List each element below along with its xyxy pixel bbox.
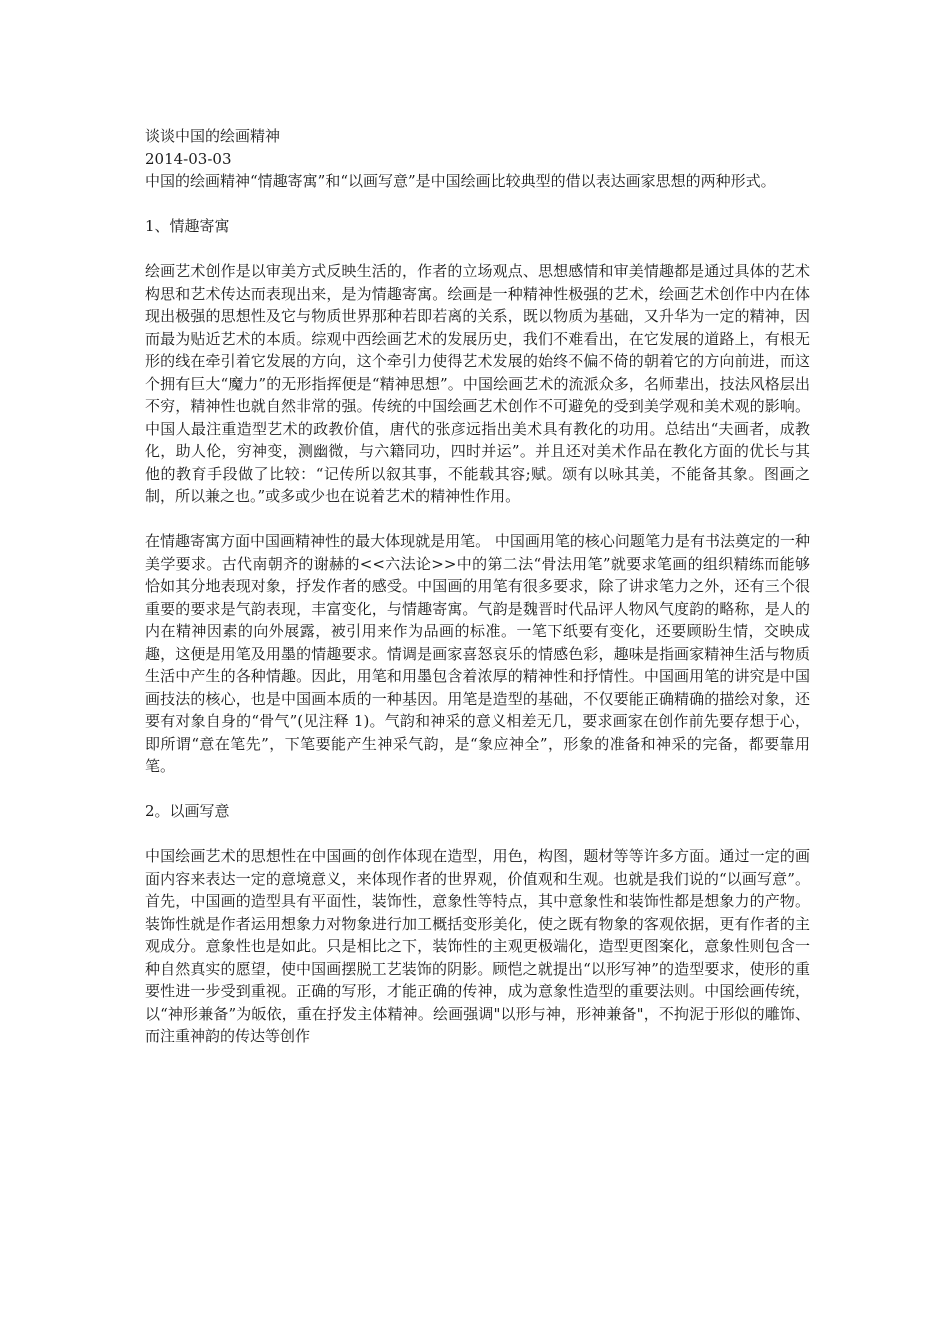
section-heading: 2。以画写意 (145, 802, 230, 820)
body-paragraph: 中国绘画艺术的思想性在中国画的创作体现在造型，用色，构图，题材等等许多方面。通过一定的画面内容来表达一定的意境意义，来体现作者的世界观，价值观和生观。也就是我们说的“以画写意”。首先，中国画的造型具有平面性，装饰性，意象性等特点，其中意象性和装饰性都是想象力的产物。装饰性就是作者运用想象力对物象进行加工概括变形美化，使之既有物象的客观依据，更有作者的主观成分。意象性也是如此。只是相比之下，装饰性的主观更极端化，造型更图案化，意象性则包含一种自然真实的愿望，使中国画摆脱工艺装饰的阴影。顾恺之就提出“以形写神”的造型要求，使形的重要性进一步受到重视。正确的写形，才能正确的传神，成为意象性造型的重要法则。中国绘画传统，以“神形兼备”为皈依，重在抒发主体精神。绘画强调"以形与神，形神兼备"，不拘泥于形似的雕饰、而注重神韵的传达等创作 (145, 847, 810, 1045)
body-paragraph: 绘画艺术创作是以审美方式反映生活的，作者的立场观点、思想感情和审美情趣都是通过具体的艺术构思和艺术传达而表现出来，是为情趣寄寓。绘画是一种精神性极强的艺术，绘画艺术创作中内在体现出极强的思想性及它与物质世界那种若即若离的关系，既以物质为基础，又升华为一定的精神，因而最为贴近艺术的本质。综观中西绘画艺术的发展历史，我们不难看出，在它发展的道路上，有根无形的线在牵引着它发展的方向，这个牵引力使得艺术发展的始终不偏不倚的朝着它的方向前进，而这个拥有巨大“魔力”的无形指挥便是“精神思想”。中国绘画艺术的流派众多，名师辈出，技法风格层出不穷，精神性也就自然非常的强。传统的中国绘画艺术创作不可避免的受到美学观和美术观的影响。中国人最注重造型艺术的政教价值，唐代的张彦远指出美术具有教化的功用。总结出“夫画者，成教化，助人伦，穷神变，测幽微，与六籍同功，四时并运”。并且还对美术作品在教化方面的优长与其他的教育手段做了比较：“记传所以叙其事，不能载其容;赋。颂有以咏其美，不能备其象。图画之制，所以兼之也。”或多或少也在说着艺术的精神性作用。 (145, 262, 810, 505)
document-title: 谈谈中国的绘画精神 (145, 127, 281, 145)
spacer (145, 778, 810, 801)
spacer (145, 508, 810, 531)
spacer (145, 193, 810, 216)
spacer (145, 823, 810, 846)
intro-paragraph: 中国的绘画精神“情趣寄寓”和“以画写意”是中国绘画比较典型的借以表达画家思想的两种形式。 (145, 172, 776, 190)
spacer (145, 238, 810, 261)
section-heading: 1、情趣寄寓 (145, 217, 230, 235)
body-paragraph: 在情趣寄寓方面中国画精神性的最大体现就是用笔。 中国画用笔的核心问题笔力是有书法奠定的一种美学要求。古代南朝齐的谢赫的<<六法论>>中的第二法“骨法用笔”就要求笔画的组织精练而能够恰如其分地表现对象，抒发作者的感受。中国画的用笔有很多要求，除了讲求笔力之外，还有三个很重要的要求是气韵表现，丰富变化，与情趣寄寓。气韵是魏晋时代品评人物风气度韵的略称，是人的内在精神因素的向外展露，被引用来作为品画的标准。一笔下纸要有变化，还要顾盼生情，交映成趣，这便是用笔及用墨的情趣要求。情调是画家喜怒哀乐的情感色彩，趣味是指画家精神生活与物质生活中产生的各种情趣。因此，用笔和用墨包含着浓厚的精神性和抒情性。中国画用笔的讲究是中国画技法的核心，也是中国画本质的一种基因。用笔是造型的基础，不仅要能正确精确的描绘对象，还要有对象自身的“骨气”(见注释 1)。气韵和神采的意义相差无几，要求画家在创作前先要存想于心，即所谓“意在笔先”，下笔要能产生神采气韵，是“象应神全”，形象的准备和神采的完备，都要靠用笔。 (145, 532, 810, 775)
document-date: 2014-03-03 (145, 149, 232, 168)
